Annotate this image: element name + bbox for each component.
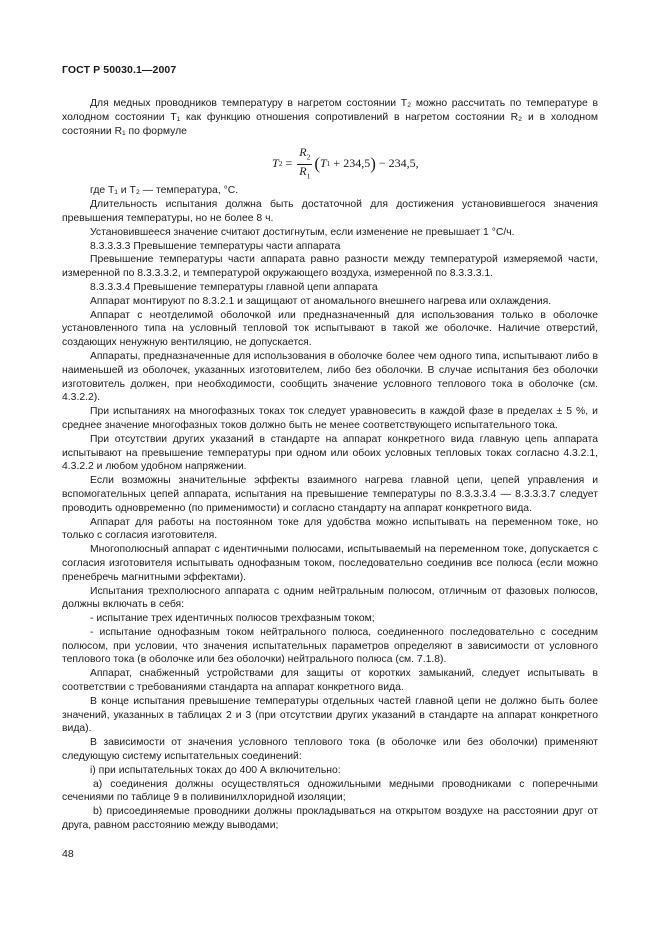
formula-tail: − 234,5, <box>375 156 419 171</box>
formula-fraction <box>297 146 312 182</box>
page-body <box>62 97 598 833</box>
formula-equals: = <box>282 156 296 171</box>
list-item: i) при испытательных токах до 400 А включительно: <box>90 764 341 776</box>
formula-denominator: R <box>299 163 307 178</box>
list-item: a) соединения должны осуществляться одножильными медными проводниками с поперечными сечениями по таблице 9 в поливинилхлоридной изоляции; <box>62 778 598 804</box>
temperature-formula <box>62 142 598 180</box>
paragraph: Превышение температуры части аппарата равно разности между температурой измеряемой части, измеренной по 8.3.3.3.2, и температурой окружающего воздуха, измеренной по 8.3.3.3.1. <box>62 254 598 280</box>
formula-lhs-sub: 2 <box>278 159 283 169</box>
paragraph: Аппараты, предназначенные для использования в оболочке более чем одного типа, испытывают либо в наименьшей из оболочек, указанных изготовителем, либо без оболочки. В случае испытания без оболочки изготовитель должен, при необходимости, сообщить значение условного теплового тока в оболочке (см. 4.3.2.2). <box>62 350 598 404</box>
paragraph: Аппарат для работы на постоянном токе для удобства можно испытывать на переменном токе, но только с согласия изготовителя. <box>62 516 598 542</box>
paragraph: где T₁ и T₂ — температура, °С. <box>90 185 239 197</box>
paragraph: При испытаниях на многофазных токах ток следует уравновесить в каждой фазе в пределах ± 5 %, и среднее значение многофазных токов должно быть не менее соответствующего испытательного тока. <box>62 406 598 431</box>
page-number: 48 <box>62 848 74 860</box>
formula-denominator-sub: 1 <box>306 171 311 181</box>
formula-lhs: T <box>272 156 279 171</box>
formula-mid: T <box>319 156 327 171</box>
paragraph: В зависимости от значения условного теплового тока (в оболочке или без оболочки) применяют следующую систему испытательных соединений: <box>62 737 598 763</box>
formula-paren-close: ) <box>370 154 376 174</box>
list-item: b) присоединяемые проводники должны прокладываться на открытом воздухе на расстоянии друг от друга, равном расстоянию между выводами; <box>62 806 598 832</box>
paragraph: Длительность испытания должна быть достаточной для достижения установившегося значения превышения температуры, но не более 8 ч. <box>62 199 598 224</box>
formula-numerator: R <box>299 145 307 160</box>
paragraph: Если возможны значительные эффекты взаимного нагрева главной цепи, цепей управления и вспомогательных цепей аппарата, испытания на превышение температуры по 8.3.3.3.4 — 8.3.3.3.7 следует проводить одновременно (по применимости) и согласно стандарту на аппарат конкретного вида. <box>62 475 598 514</box>
document-header: ГОСТ Р 50030.1—2007 <box>62 64 177 76</box>
paragraph: Аппарат монтируют по 8.3.2.1 и защищают от аномального внешнего нагрева или охлаждения. <box>90 295 552 307</box>
list-item: - испытание трех идентичных полюсов трехфазным током; <box>90 613 375 625</box>
paragraph: Аппарат, снабженный устройствами для защиты от коротких замыканий, следует испытывать в соответствии с требованиями стандарта на аппарат конкретного вида. <box>62 668 598 694</box>
paragraph: Многополюсный аппарат с идентичными полюсами, испытываемый на переменном токе, допускается с согласия изготовителя испытывать однофазным током, последовательно соединив все полюса (если можно пренебречь магнитными эффектами). <box>62 544 598 583</box>
formula-numerator-sub: 2 <box>306 152 311 162</box>
paragraph: Испытания трехполюсного аппарата с одним нейтральным полюсом, отличным от фазовых полюсов, должны включать в себя: <box>62 585 598 611</box>
formula-mid-sub: 1 <box>326 159 331 169</box>
formula-plus: + 234,5 <box>330 156 371 171</box>
paragraph: Аппарат с неотделимой оболочкой или предназначенный для использования только в оболочке установленного типа на условный тепловой ток испытывают в такой же оболочке. Наличие отверстий, создающих ненужную вентиляцию, не допускается. <box>62 309 598 349</box>
formula-paren-open: ( <box>314 154 320 174</box>
section-heading: 8.3.3.3.3 Превышение температуры части аппарата <box>90 240 341 252</box>
paragraph: При отсутствии других указаний в стандарте на аппарат конкретного вида главную цепь аппарата испытывают на превышение температуры при одном или обоих условных тепловых токах согласно 4.3.2.1, 4.3.2.2 и любом удобном напряжении. <box>62 433 598 473</box>
paragraph: Установившееся значение считают достигнутым, если изменение не превышает 1 °С/ч. <box>90 226 515 238</box>
paragraph: В конце испытания превышение температуры отдельных частей главной цепи не должно быть более значений, указанных в таблицах 2 и 3 (при отсутствии других указаний в стандарте на аппарат конкретного вида). <box>62 695 598 735</box>
paragraph: Для медных проводников температуру в нагретом состоянии T₂ можно рассчитать по температуре в холодном состоянии T₁ как функцию отношения сопротивлений в нагретом состоянии R₂ и в холодном состоянии R₁ по формуле <box>62 98 598 137</box>
list-item: - испытание однофазным током нейтрального полюса, соединенного последовательно с соседним полюсом, при условии, что значения испытательных параметров определяют в зависимости от условного теплового тока (в оболочке или без оболочки) нейтрального полюса (см. 7.1.8). <box>62 626 598 666</box>
section-heading: 8.3.3.3.4 Превышение температуры главной цепи аппарата <box>90 281 378 293</box>
